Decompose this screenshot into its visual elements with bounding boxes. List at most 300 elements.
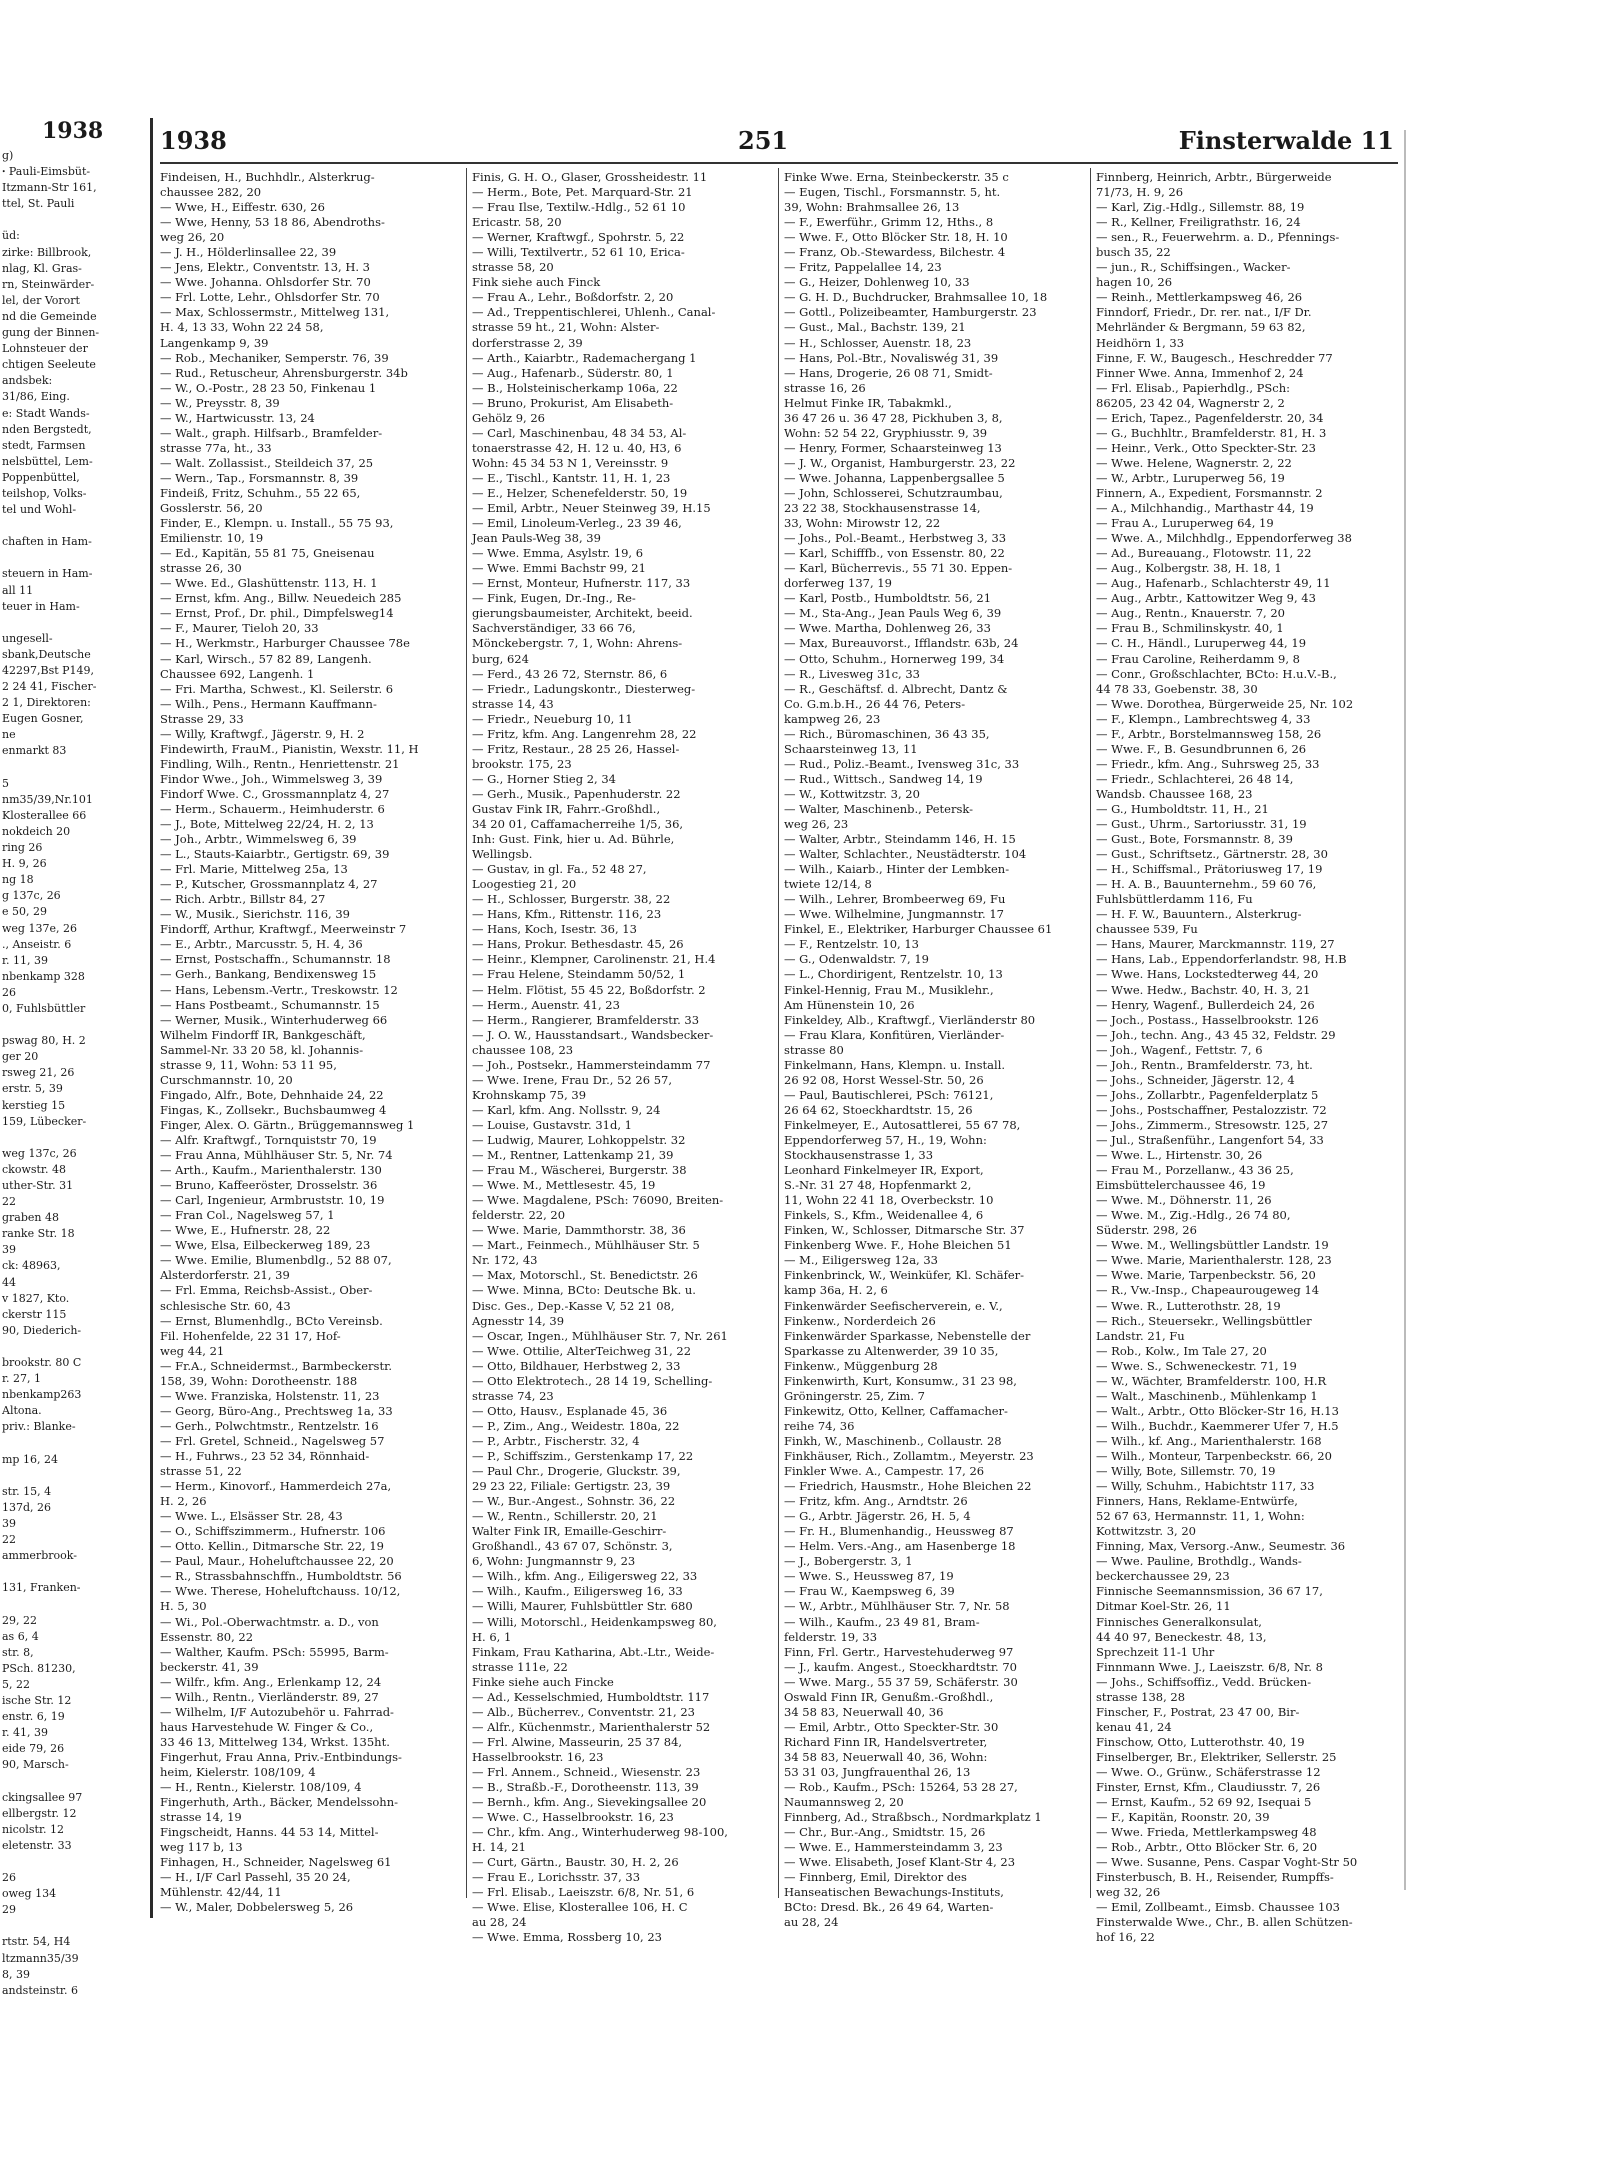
directory-entry-line: — Rob., Mechaniker, Semperstr. 76, 39 [160,350,389,365]
directory-entry-line: Gröningerstr. 25, Zim. 7 [784,1388,925,1403]
directory-entry-line: — Chr., kfm. Ang., Winterhuderweg 98-100, [472,1825,728,1840]
directory-entry-line: 23 22 38, Stockhausenstrasse 14, [784,501,981,516]
previous-page-line [2,1339,148,1355]
previous-page-line: 42297,Bst P149, [2,664,95,677]
previous-page-line: nbenkamp263 [2,1388,82,1402]
directory-entry-line: — Willy, Kraftwgf., Jägerstr. 9, H. 2 [160,726,365,741]
directory-entry-line: — Wwe. S., Schweneckestr. 71, 19 [1096,1358,1297,1373]
directory-entry-line: — Ad., Kesselschmied, Humboldtstr. 117 [472,1689,710,1704]
previous-page-line: Eugen Gosner, [2,712,84,726]
directory-entry-line: Finkenwärder Seefischerverein, e. V., [784,1298,1003,1313]
directory-entry-line: — Wwe. M., Döhnerstr. 11, 26 [1096,1193,1272,1208]
directory-entry-line: — Frau W., Kaempsweg 6, 39 [784,1584,955,1599]
directory-entry-line: Finder, E., Klempn. u. Install., 55 75 93, [160,516,394,531]
directory-entry-line: — Wilh., Kaiarb., Hinter der Lembken- [784,862,1010,877]
previous-page-line [2,212,148,228]
previous-page-line: Lohnsteuer der [2,342,88,356]
directory-entry-line: Finkenbrinck, W., Weinküfer, Kl. Schäfer- [784,1268,1025,1283]
directory-entry-line: — Georg, Büro-Ang., Prechtsweg 1a, 33 [160,1403,393,1418]
directory-entry-line: — Frau M., Porzellanw., 43 36 25, [1096,1163,1294,1178]
directory-entry-line: gierungsbaumeister, Architekt, beeid. [472,606,693,621]
previous-page-line: mp 16, 24 [2,1452,58,1466]
directory-entry-line: — G., Humboldtstr. 11, H., 21 [1096,801,1269,816]
directory-entry-line: — J. O. W., Hausstandsart., Wandsbecker- [472,1027,714,1042]
directory-entry-line: Wandsb. Chaussee 168, 23 [1096,786,1253,801]
directory-entry-line: Findeisen, H., Buchhdlr., Alsterkrug- [160,170,375,184]
directory-entry-line: — J., Bote, Mittelweg 22/24, H. 2, 13 [160,817,374,832]
directory-entry-line: — Walter, Arbtr., Steindamm 146, H. 15 [784,832,1016,847]
directory-entry-line: strasse 77a, ht., 33 [160,440,272,455]
directory-entry-line: strasse 16, 26 [784,380,866,395]
previous-page-line: graben 48 [2,1211,59,1225]
directory-entry-line: Finke siehe auch Fincke [472,1674,614,1689]
directory-entry-line: — W., Musik., Sierichstr. 116, 39 [160,907,350,922]
directory-entry-line: — Frau M., Wäscherei, Burgerstr. 38 [472,1163,687,1178]
previous-page-line [2,1436,148,1452]
directory-entry-line: — Frl. Emma, Reichsb-Assist., Ober- [160,1283,373,1298]
previous-page-line: stedt, Farmsen [2,438,86,452]
directory-entry-line: — Friedr., Schlachterei, 26 48 14, [1096,771,1294,786]
previous-page-line: weg 137c, 26 [2,1146,77,1160]
previous-page-line: ckowstr. 48 [2,1162,66,1176]
column-divider [778,168,779,1898]
directory-entry-line: — Walter, Maschinenb., Petersk- [784,801,973,816]
previous-page-fragment [0,118,153,1997]
previous-page-line: Itzmann-Str 161, [2,181,97,195]
previous-page-line: r. 11, 39 [2,953,49,967]
directory-entry-line: Ericastr. 58, 20 [472,215,562,230]
previous-page-line: 137d, 26 [2,1500,52,1514]
previous-page-line [2,760,148,776]
directory-entry-line: — Wwe. Johanna. Ohlsdorfer Str. 70 [160,275,371,290]
directory-entry-line: — sen., R., Feuerwehrm. a. D., Pfennings- [1096,230,1340,245]
previous-page-line: nd die Gemeinde [2,309,97,323]
directory-entry-line: Finnberg, Heinrich, Arbtr., Bürgerweide [1096,170,1332,184]
directory-entry-line: — Rob., Kolw., Im Tale 27, 20 [1096,1343,1267,1358]
directory-entry-line: strasse 9, 11, Wohn: 53 11 95, [160,1057,337,1072]
directory-entry-line: — H., I/F Carl Passehl, 35 20 24, [160,1870,351,1885]
directory-entry-line: — W., Preysstr. 8, 39 [160,395,280,410]
directory-entry-line: H. 4, 13 33, Wohn 22 24 58, [160,320,324,335]
directory-entry-line: — Rob., Arbtr., Otto Blöcker Str. 6, 20 [1096,1840,1318,1855]
directory-entry-line: Süderstr. 298, 26 [1096,1223,1197,1238]
previous-page-line: teilshop, Volks- [2,486,87,500]
directory-entry-line: 34 58 83, Neuerwall 40, 36, Wohn: [784,1749,988,1764]
directory-entry-line: — Reinh., Mettlerkampsweg 46, 26 [1096,290,1303,305]
directory-entry-line: — F., Ewerführ., Grimm 12, Hths., 8 [784,215,994,230]
directory-entry-line: — F., Rentzelstr. 10, 13 [784,937,919,952]
directory-entry-line: — Gust., Bote, Forsmannstr. 8, 39 [1096,832,1293,847]
directory-entry-line: Leonhard Finkelmeyer IR, Export, [784,1163,984,1178]
directory-entry-line: — Hans, Maurer, Marckmannstr. 119, 27 [1096,937,1335,952]
directory-entry-line: — W., Maler, Dobbelersweg 5, 26 [160,1900,354,1915]
directory-entry-line: — W., Bur.-Angest., Sohnstr. 36, 22 [472,1494,676,1509]
directory-entry-line: — Ernst, Monteur, Hufnerstr. 117, 33 [472,576,691,591]
directory-entry-line: — F., Kapitän, Roonstr. 20, 39 [1096,1810,1270,1825]
directory-entry-line: weg 44, 21 [160,1343,225,1358]
previous-page-line: nbenkamp 328 [2,969,85,983]
previous-page-line: teuer in Ham- [2,599,80,613]
directory-entry-line: dorferweg 137, 19 [784,576,892,591]
directory-entry-line: — Frau Caroline, Reiherdamm 9, 8 [1096,651,1300,666]
directory-entry-line: strasse 14, 43 [472,696,554,711]
directory-entry-line: — J. W., Organist, Hamburgerstr. 23, 22 [784,455,1016,470]
directory-entry-line: — Herm., Kinovorf., Hammerdeich 27a, [160,1479,392,1494]
directory-entry-line: — Wwe. R., Lutterothstr. 28, 19 [1096,1298,1281,1313]
directory-entry-line: Jean Pauls-Weg 38, 39 [472,531,601,546]
directory-entry-line: — Bruno, Kaffeeröster, Drosselstr. 36 [160,1178,378,1193]
directory-entry-line: — Fr.A., Schneidermst., Barmbeckerstr. [160,1358,392,1373]
directory-entry-line: 86205, 23 42 04, Wagnerstr 2, 2 [1096,395,1285,410]
directory-entry-line: — L., Chordirigent, Rentzelstr. 10, 13 [784,967,1003,982]
directory-entry-line: Findorff, Arthur, Kraftwgf., Meerweinstr 7 [160,922,407,937]
directory-entry-line: — Arth., Kaiarbtr., Rademachergang 1 [472,350,697,365]
previous-page-line: 0, Fuhlsbüttler [2,1001,86,1015]
directory-entry-line: — Aug., Arbtr., Kattowitzer Weg 9, 43 [1096,591,1316,606]
column-3 [784,170,1084,1930]
directory-entry-line: 6, Wohn: Jungmannstr 9, 23 [472,1554,636,1569]
previous-page-line [2,550,148,566]
directory-entry-line: — Gust., Uhrm., Sartoriusstr. 31, 19 [1096,817,1307,832]
directory-entry-line: — Joh., Wagenf., Fettstr. 7, 6 [1096,1042,1263,1057]
directory-entry-line: — Aug., Kolbergstr. 38, H. 18, 1 [1096,561,1282,576]
previous-page-line: gung der Binnen- [2,326,100,340]
directory-entry-line: — G., Horner Stieg 2, 34 [472,771,616,786]
directory-entry-line: weg 117 b, 13 [160,1840,243,1855]
directory-entry-line: — jun., R., Schiffsingen., Wacker- [1096,260,1291,275]
directory-entry-line: — Wwe. Wilhelmine, Jungmannstr. 17 [784,907,1004,922]
directory-entry-line: — Karl, Schifffb., von Essenstr. 80, 22 [784,546,1005,561]
directory-entry-line: Findling, Wilh., Rentn., Henriettenstr. 21 [160,756,400,771]
previous-page-line: nden Bergstedt, [2,422,92,436]
directory-entry-line: schlesische Str. 60, 43 [160,1298,291,1313]
directory-entry-line: — Emil, Zollbeamt., Eimsb. Chaussee 103 [1096,1900,1340,1915]
directory-entry-line: Am Hünenstein 10, 26 [784,997,915,1012]
previous-page-line [2,1564,148,1580]
directory-entry-line: Finken, W., Schlosser, Ditmarsche Str. 37 [784,1223,1025,1238]
column-4 [1096,170,1396,1946]
directory-entry-line: 26 92 08, Horst Wessel-Str. 50, 26 [784,1072,984,1087]
directory-entry-line: Eimsbüttelerchaussee 46, 19 [1096,1178,1266,1193]
directory-entry-line: — Frau Ilse, Textilw.-Hdlg., 52 61 10 [472,200,686,215]
directory-entry-line: Fingscheidt, Hanns. 44 53 14, Mittel- [160,1825,379,1840]
directory-entry-line: — G., Buchhltr., Bramfelderstr. 81, H. 3 [1096,425,1327,440]
directory-entry-line: — Emil, Arbtr., Otto Speckter-Str. 30 [784,1719,999,1734]
previous-page-line: Klosterallee 66 [2,808,87,822]
directory-entry-line: — Wwe, H., Eiffestr. 630, 26 [160,200,325,215]
page-edge [1404,130,1406,1890]
previous-page-line: nelsbüttel, Lem- [2,454,93,468]
previous-page-line: str. 8, [2,1645,34,1659]
directory-entry-line: Loogestieg 21, 20 [472,877,577,892]
directory-entry-line: — Gerh., Musik., Papenhuderstr. 22 [472,786,681,801]
directory-entry-line: Finsterbusch, B. H., Reisender, Rumpffs- [1096,1870,1334,1885]
directory-entry-line: Wellingsb. [472,847,533,862]
directory-entry-line: — J., Bobergerstr. 3, 1 [784,1554,913,1569]
directory-entry-line: 34 58 83, Neuerwall 40, 36 [784,1704,944,1719]
directory-entry-line: strasse 138, 28 [1096,1689,1186,1704]
directory-entry-line: — Wwe. Emilie, Blumenbdlg., 52 88 07, [160,1253,392,1268]
directory-entry-line: — Wilh., Rentn., Vierländerstr. 89, 27 [160,1689,379,1704]
directory-entry-line: — G., Heizer, Dohlenweg 10, 33 [784,275,970,290]
directory-entry-line: Fingas, K., Zollsekr., Buchsbaumweg 4 [160,1102,387,1117]
directory-entry-line: — Wilh., Buchdr., Kaemmerer Ufer 7, H.5 [1096,1418,1339,1433]
directory-entry-line: — John, Schlosserei, Schutzraumbau, [784,485,1003,500]
directory-entry-line: — H., Fuhrws., 23 52 34, Rönnhaid- [160,1448,370,1463]
directory-entry-line: — Jul., Straßenführ., Langenfort 54, 33 [1096,1133,1324,1147]
directory-entry-line: strasse 80 [784,1042,844,1057]
directory-entry-line: — Wwe. Emmi Bachstr 99, 21 [472,561,646,576]
directory-entry-line: — Karl, Wirsch., 57 82 89, Langenh. [160,651,372,666]
previous-page-line: priv.: Blanke- [2,1420,76,1434]
directory-entry-line: — J., kaufm. Angest., Stoeckhardtstr. 70 [784,1659,1017,1674]
directory-entry-line: Fingerhut, Frau Anna, Priv.-Entbindungs- [160,1749,402,1764]
directory-entry-line: — Walt. Zollassist., Steildeich 37, 25 [160,455,374,470]
directory-entry-line: Finkam, Frau Katharina, Abt.-Ltr., Weide- [472,1644,715,1659]
directory-entry-line: Richard Finn IR, Handelsvertreter, [784,1734,988,1749]
directory-entry-line: — F., Arbtr., Borstelmannsweg 158, 26 [1096,726,1322,741]
directory-entry-line: Finkel-Hennig, Frau M., Musiklehr., [784,982,994,997]
previous-page-line: nokdeich 20 [2,824,71,838]
directory-entry-line: — Herm., Schauerm., Heimhuderstr. 6 [160,801,385,816]
directory-entry-line: Hasselbrookstr. 16, 23 [472,1749,604,1764]
previous-page-line: ckerstr 115 [2,1307,67,1321]
directory-entry-line: — Johs., Schiffsoffiz., Vedd. Brücken- [1096,1674,1312,1689]
directory-entry-line: — Rich. Arbtr., Billstr 84, 27 [160,892,326,907]
previous-page-line: ttel, St. Pauli [2,197,75,211]
directory-entry-line: — C. H., Händl., Luruperweg 44, 19 [1096,636,1307,651]
directory-entry-line: — Wwe. Marie, Marienthalerstr. 128, 23 [1096,1253,1332,1268]
directory-entry-line: Finhagen, H., Schneider, Nagelsweg 61 [160,1855,392,1870]
directory-entry-line: twiete 12/14, 8 [784,877,872,892]
directory-entry-line: — Wwe, Henny, 53 18 86, Abendroths- [160,215,385,230]
directory-entry-line: — W., Arbtr., Luruperweg 56, 19 [1096,470,1285,485]
directory-entry-line: — Ludwig, Maurer, Lohkoppelstr. 32 [472,1133,686,1147]
directory-entry-line: — Rich., Büromaschinen, 36 43 35, [784,726,990,741]
directory-entry-line: 36 47 26 u. 36 47 28, Pickhuben 3, 8, [784,410,1003,425]
previous-page-line: r. 41, 39 [2,1726,49,1740]
previous-page-line: 131, Franken- [2,1581,81,1595]
directory-entry-line: — Hans, Koch, Isestr. 36, 13 [472,922,637,937]
directory-entry-line: Finners, Hans, Reklame-Entwürfe, [1096,1494,1298,1509]
directory-entry-line: — J. H., Hölderlinsallee 22, 39 [160,245,337,260]
directory-entry-line: — H., Schlosser, Auenstr. 18, 23 [784,335,972,350]
directory-entry-line: Finkenwirth, Kurt, Konsumw., 31 23 98, [784,1373,1017,1388]
directory-entry-line: — Alfr. Kraftwgf., Tornquiststr 70, 19 [160,1133,377,1147]
directory-entry-line: — Johs., Zimmerm., Stresowstr. 125, 27 [1096,1117,1329,1132]
directory-entry-line: Mühlenstr. 42/44, 11 [160,1885,282,1900]
previous-page-line: chtigen Seeleute [2,358,96,372]
directory-entry-line: — Rud., Wittsch., Sandweg 14, 19 [784,771,983,786]
directory-entry-line: — Wwe. Irene, Frau Dr., 52 26 57, [472,1072,672,1087]
directory-entry-line: Essenstr. 80, 22 [160,1629,254,1644]
directory-entry-line: Oswald Finn IR, Genußm.-Großhdl., [784,1689,994,1704]
previous-page-line: as 6, 4 [2,1629,39,1643]
directory-entry-line: — Wwe. Elise, Klosterallee 106, H. C [472,1900,688,1915]
previous-page-year: 1938 [42,118,104,144]
directory-entry-line: Curschmannstr. 10, 20 [160,1072,293,1087]
directory-entry-line: 158, 39, Wohn: Dorotheenstr. 188 [160,1373,358,1388]
directory-entry-line: — Wwe. C., Hasselbrookstr. 16, 23 [472,1810,674,1825]
directory-entry-line: — Wilh., kfm. Ang., Eiligersweg 22, 33 [472,1569,698,1584]
previous-page-lines [2,148,148,1999]
directory-entry-line: — Joch., Postass., Hasselbrookstr. 126 [1096,1012,1319,1027]
previous-page-line: 5 [2,776,9,790]
directory-entry-line: — Frl. Elisab., Papierhdlg., PSch: [1096,380,1290,395]
directory-entry-line: — R., Livesweg 31c, 33 [784,666,920,681]
directory-entry-line: — Werner, Musik., Winterhuderweg 66 [160,1012,388,1027]
directory-entry-line: — Conr., Großschlachter, BCto: H.u.V.-B., [1096,666,1337,681]
directory-entry-line: — P., Arbtr., Fischerstr. 32, 4 [472,1433,640,1448]
directory-entry-line: — Johs., Pol.-Beamt., Herbstweg 3, 33 [784,531,1007,546]
directory-entry-line: — Wern., Tap., Forsmannstr. 8, 39 [160,470,359,485]
directory-entry-line: — B., Straßb.-F., Dorotheenstr. 113, 39 [472,1780,699,1795]
directory-entry-line: chaussee 282, 20 [160,185,262,200]
directory-entry-line: — Gustav, in gl. Fa., 52 48 27, [472,862,647,877]
directory-entry-line: — Wwe. Frieda, Mettlerkampsweg 48 [1096,1825,1317,1840]
directory-entry-line: — Joh., Postsekr., Hammersteindamm 77 [472,1057,711,1072]
directory-entry-line: — Gottl., Polizeibeamter, Hamburgerstr. 23 [784,305,1037,320]
directory-entry-line: — P., Schiffszim., Gerstenkamp 17, 22 [472,1448,694,1463]
directory-entry-line: Finn, Frl. Gertr., Harvestehuderweg 97 [784,1644,1014,1659]
directory-entry-line: — Walter, Schlachter., Neustädterstr. 104 [784,847,1027,862]
previous-page-line: rsweg 21, 26 [2,1066,75,1080]
directory-entry-line: — Frl. Annem., Schneid., Wiesenstr. 23 [472,1764,701,1779]
previous-page-line [2,518,148,534]
directory-entry-line: — Curt, Gärtn., Baustr. 30, H. 2, 26 [472,1855,679,1870]
directory-entry-line: — R., Vw.-Insp., Chapeaurougeweg 14 [1096,1283,1320,1298]
directory-entry-line: 71/73, H. 9, 26 [1096,185,1184,200]
previous-page-line [2,615,148,631]
previous-page-line: Poppenbüttel, [2,470,80,484]
directory-entry-line: — R., Geschäftsf. d. Albrecht, Dantz & [784,681,1008,696]
directory-entry-line: — Gerh., Bankang, Bendixensweg 15 [160,967,377,982]
previous-page-line: nm35/39,Nr.101 [2,792,93,806]
directory-entry-line: au 28, 24 [784,1915,839,1930]
directory-entry-line: Co. G.m.b.H., 26 44 76, Peters- [784,696,966,711]
previous-page-line [2,1918,148,1934]
directory-entry-line: Finger, Alex. O. Gärtn., Brüggemannsweg 1 [160,1117,415,1132]
directory-entry-line: — Wwe, Elsa, Eilbeckerweg 189, 23 [160,1238,371,1253]
directory-entry-line: — Otto, Bildhauer, Herbstweg 2, 33 [472,1358,681,1373]
directory-entry-line: — Bruno, Prokurist, Am Elisabeth- [472,395,674,410]
directory-entry-line: — Wwe. F., Otto Blöcker Str. 18, H. 10 [784,230,1008,245]
directory-entry-line: Gosslerstr. 56, 20 [160,501,263,516]
directory-entry-line: 52 67 63, Hermannstr. 11, 1, Wohn: [1096,1509,1305,1524]
directory-entry-line: Finkhäuser, Rich., Zollamtm., Meyerstr. 23 [784,1448,1034,1463]
directory-entry-line: Wohn: 52 54 22, Gryphiusstr. 9, 39 [784,425,988,440]
directory-entry-line: — R., Strassbahnschffn., Humboldtstr. 56 [160,1569,402,1584]
directory-entry-line: Schaarsteinweg 13, 11 [784,741,918,756]
directory-entry-line: Langenkamp 9, 39 [160,335,269,350]
directory-entry-line: — L., Stauts-Kaiarbtr., Gertigstr. 69, 39 [160,847,390,862]
directory-entry-line: — Fritz, kfm. Ang. Langenrehm 28, 22 [472,726,697,741]
previous-page-line: H. 9, 26 [2,857,47,871]
directory-entry-line: — Wilh., Kaufm., 23 49 81, Bram- [784,1614,980,1629]
previous-page-line: sbank,Deutsche [2,647,91,661]
directory-entry-line: strasse 14, 19 [160,1810,242,1825]
column-divider [1090,168,1091,1898]
directory-entry-line: Finnern, A., Expedient, Forsmannstr. 2 [1096,485,1323,500]
previous-page-line: PSch. 81230, [2,1661,76,1675]
previous-page-line: enmarkt 83 [2,744,67,758]
directory-entry-line: — Wwe. F., B. Gesundbrunnen 6, 26 [1096,741,1307,756]
previous-page-line: all 11 [2,583,34,597]
directory-entry-line: — Aug., Hafenarb., Schlachterstr 49, 11 [1096,576,1331,591]
directory-entry-line: — Frl. Marie, Mittelweg 25a, 13 [160,862,348,877]
directory-entry-line: Strasse 29, 33 [160,711,244,726]
directory-entry-line: Naumannsweg 2, 20 [784,1795,904,1810]
directory-entry-line: Finner Wwe. Anna, Immenhof 2, 24 [1096,365,1304,380]
directory-entry-line: — Friedr., Neueburg 10, 11 [472,711,633,726]
previous-page-line: ng 18 [2,873,34,887]
directory-entry-line: felderstr. 19, 33 [784,1629,878,1644]
directory-entry-line: busch 35, 22 [1096,245,1171,260]
directory-entry-line: Sachverständiger, 33 66 76, [472,621,636,636]
directory-entry-line: — G., Odenwaldstr. 7, 19 [784,952,929,967]
directory-entry-line: — G. H. D., Buchdrucker, Brahmsallee 10, 18 [784,290,1048,305]
directory-entry-line: — Wwe. Helene, Wagnerstr. 2, 22 [1096,455,1292,470]
directory-entry-line: — M., Eiligersweg 12a, 33 [784,1253,938,1268]
directory-entry-line: BCto: Dresd. Bk., 26 49 64, Warten- [784,1900,994,1915]
previous-page-line: 31/86, Eing. [2,390,70,404]
directory-entry-line: — Paul Chr., Drogerie, Gluckstr. 39, [472,1464,681,1479]
directory-entry-line: Sprechzeit 11-1 Uhr [1096,1644,1215,1659]
directory-entry-line: — Heinr., Verk., Otto Speckter-Str. 23 [1096,440,1316,455]
previous-page-line: 159, Lübecker- [2,1114,87,1128]
directory-entry-line: — Wwe. Johanna, Lappenbergsallee 5 [784,470,1005,485]
directory-entry-line: — Wwe. Minna, BCto: Deutsche Bk. u. [472,1283,696,1298]
column-2 [472,170,772,1946]
directory-entry-line: — E., Helzer, Schenefelderstr. 50, 19 [472,485,688,500]
directory-entry-line: — Franz, Ob.-Stewardess, Bilchestr. 4 [784,245,1006,260]
directory-entry-line: Finkelmann, Hans, Klempn. u. Install. [784,1057,1006,1072]
previous-page-line: ammerbrook- [2,1549,77,1563]
previous-page-line: 2 1, Direktoren: [2,696,91,710]
directory-entry-line: Fingerhuth, Arth., Bäcker, Mendelssohn- [160,1795,399,1810]
directory-entry-line: — Hans, Lab., Eppendorferlandstr. 98, H.B [1096,952,1347,967]
directory-entry-line: — Mart., Feinmech., Mühlhäuser Str. 5 [472,1238,700,1253]
directory-entry-line: — Hans, Kfm., Rittenstr. 116, 23 [472,907,662,922]
directory-entry-line: — Karl, Bücherrevis., 55 71 30. Eppen- [784,561,1013,576]
directory-entry-line: — Helm. Vers.-Ang., am Hasenberge 18 [784,1539,1016,1554]
directory-entry-line: — Aug., Hafenarb., Süderstr. 80, 1 [472,365,674,380]
directory-entry-line: H. 2, 26 [160,1494,207,1509]
directory-entry-line: — Paul, Maur., Hoheluftchaussee 22, 20 [160,1554,394,1569]
previous-page-line: enstr. 6, 19 [2,1710,65,1724]
directory-entry-line: Findor Wwe., Joh., Wimmelsweg 3, 39 [160,771,383,786]
directory-entry-line: — Herm., Auenstr. 41, 23 [472,997,620,1012]
directory-entry-line: — Friedr., kfm. Ang., Suhrsweg 25, 33 [1096,756,1320,771]
previous-page-line: erstr. 5, 39 [2,1082,63,1096]
directory-entry-line: Finkeldey, Alb., Kraftwgf., Vierländerstr 80 [784,1012,1036,1027]
directory-entry-line: — Wwe. Marie, Tarpenbeckstr. 56, 20 [1096,1268,1316,1283]
directory-entry-line: — Alfr., Küchenmstr., Marienthalerstr 52 [472,1719,711,1734]
directory-entry-line: — Wi., Pol.-Oberwachtmstr. a. D., von [160,1614,379,1629]
directory-entry-line: Emilienstr. 10, 19 [160,531,264,546]
directory-entry-line: hagen 10, 26 [1096,275,1173,290]
directory-entry-line: 39, Wohn: Brahmsallee 26, 13 [784,200,960,215]
directory-entry-line: 44 40 97, Beneckestr. 48, 13, [1096,1629,1267,1644]
directory-entry-line: tonaerstrasse 42, H. 12 u. 40, H3, 6 [472,440,682,455]
directory-entry-line: 29 23 22, Filiale: Gertigstr. 23, 39 [472,1479,671,1494]
previous-page-line: 29, 22 [2,1613,37,1627]
previous-page-line: kerstieg 15 [2,1098,66,1112]
directory-entry-line: Finschow, Otto, Lutterothstr. 40, 19 [1096,1734,1305,1749]
previous-page-line: 2 24 41, Fischer- [2,680,97,694]
directory-entry-line: — R., Kellner, Freiligrathstr. 16, 24 [1096,215,1301,230]
directory-entry-line: — Wwe. O., Grünw., Schäferstrasse 12 [1096,1764,1321,1779]
